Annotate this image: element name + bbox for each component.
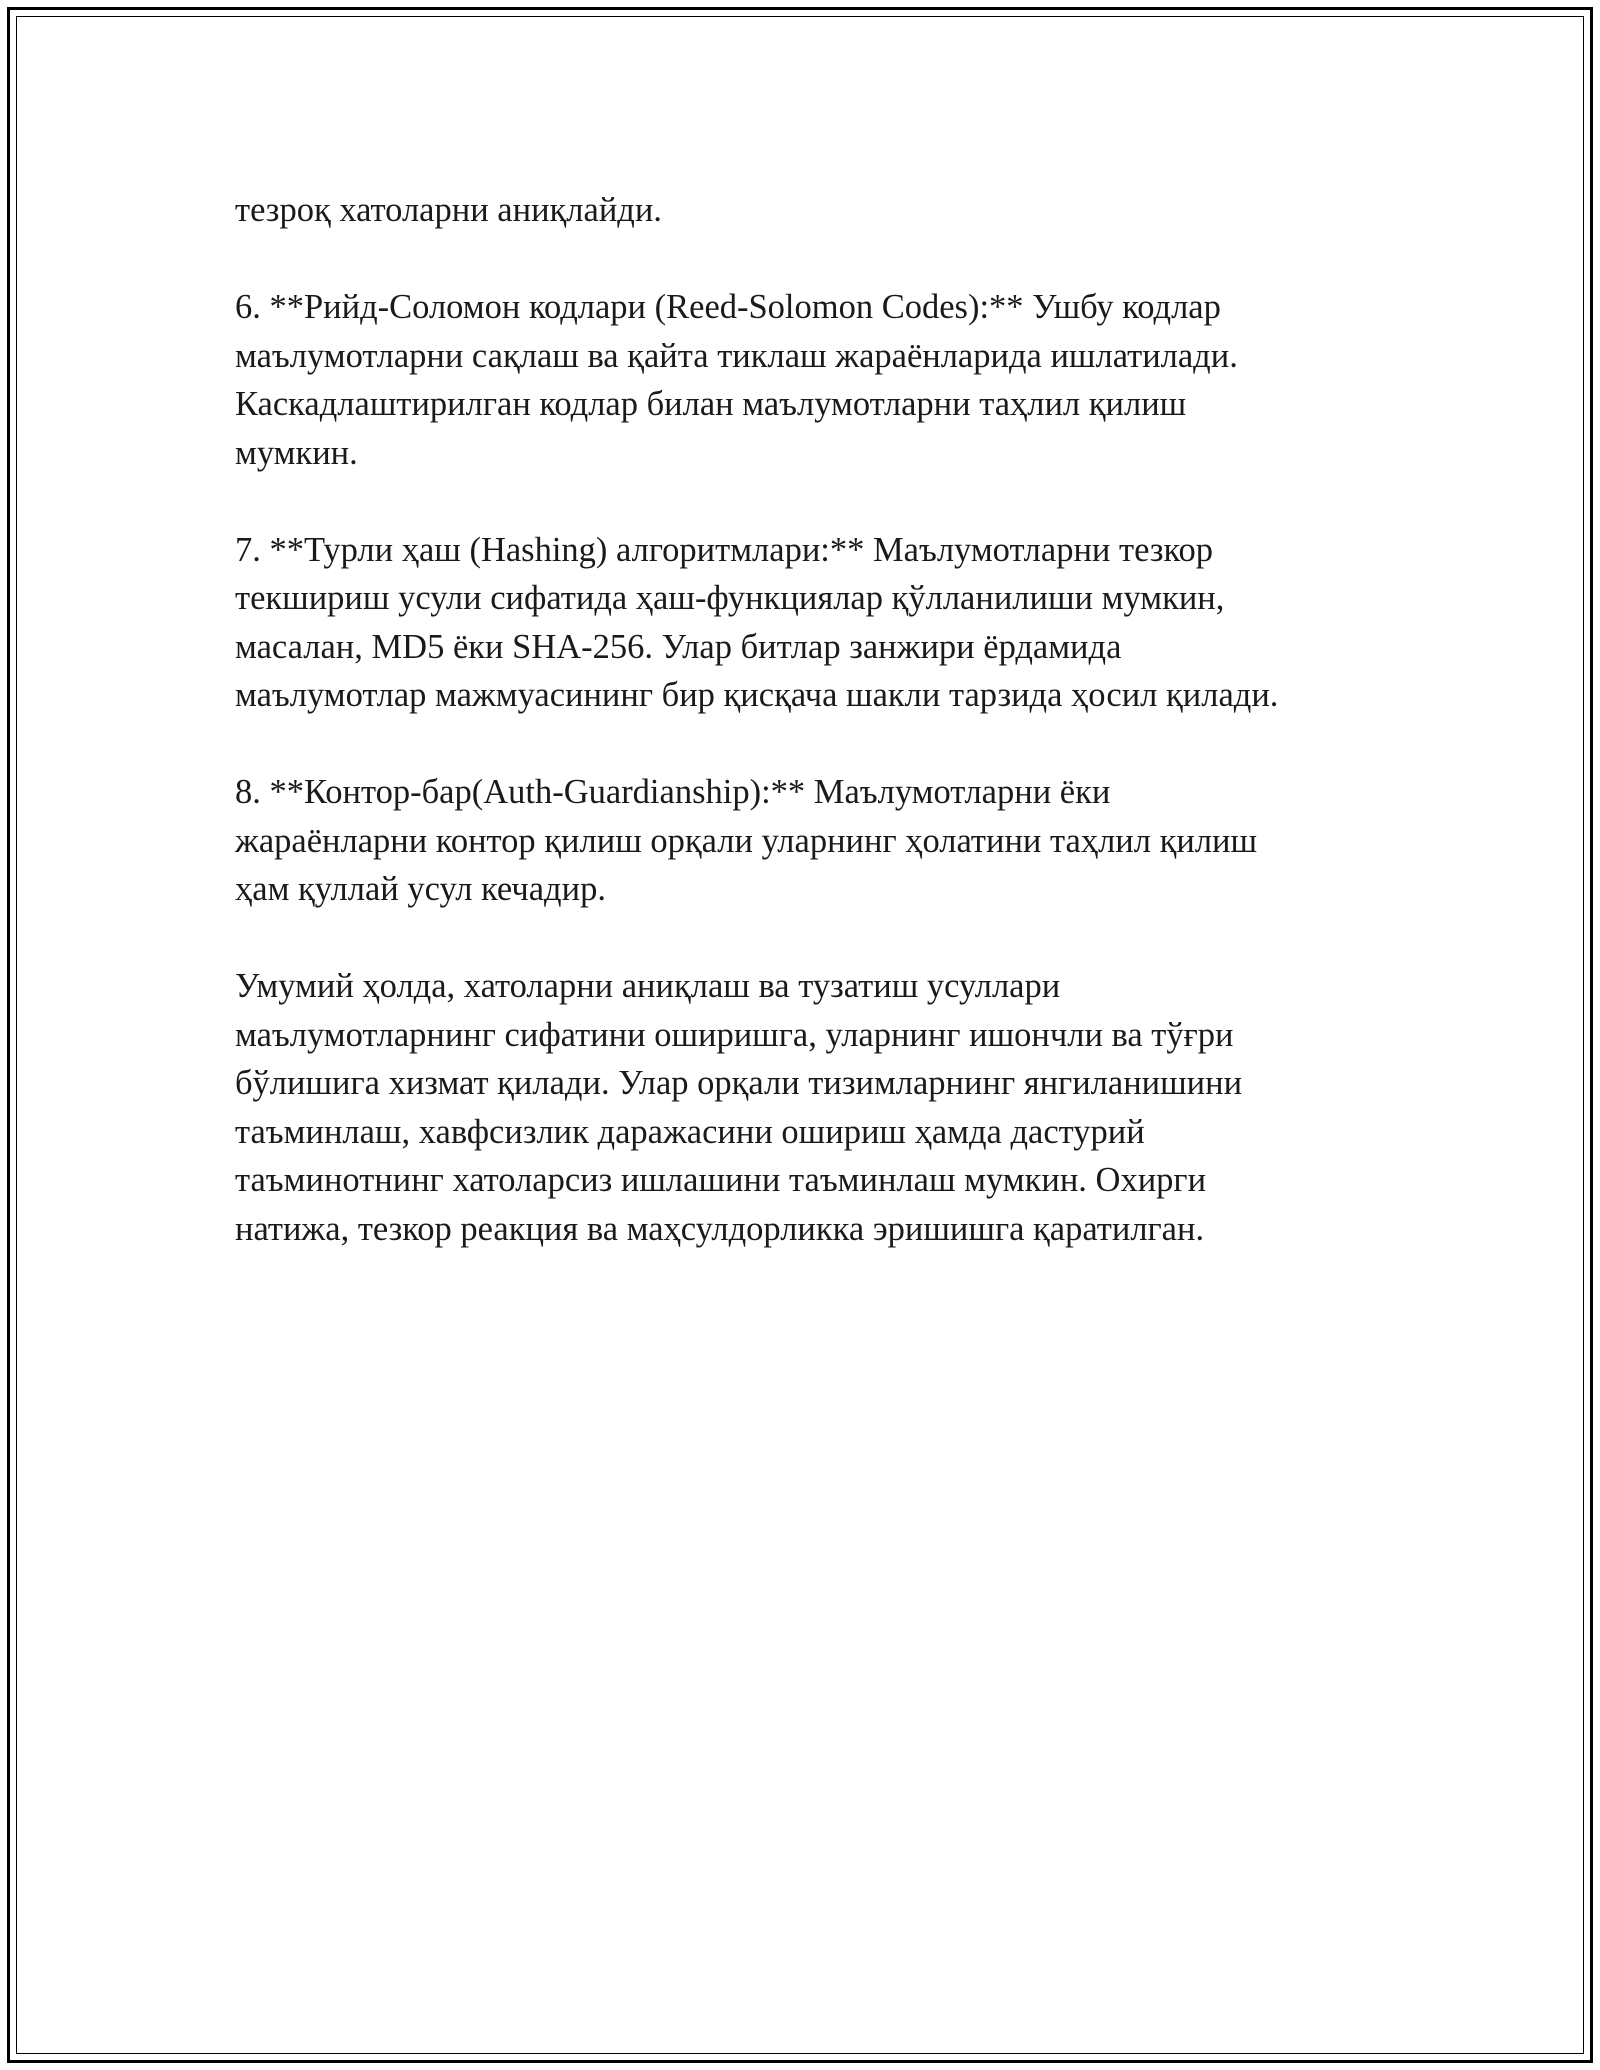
text-line: 8. **Контор-бар(Auth-Guardianship):** Маълумотларни ёки: [235, 773, 1111, 811]
text-line: жараёнларни контор қилиш орқали уларнинг ҳолатини таҳлил қилиш: [235, 821, 1258, 860]
text-line: натижа, тезкор реакция ва маҳсулдорликка эришишга қаратилган.: [235, 1209, 1205, 1248]
text-line: Каскадлаштирилган кодлар билан маълумотларни таҳлил қилиш: [235, 385, 1187, 423]
text-line: маълумотлар мажмуасининг бир қисқача шакли тарзида ҳосил қилади.: [235, 676, 1279, 714]
text-line: бўлишига хизмат қилади. Улар орқали тизимларнинг янгиланишини: [235, 1064, 1243, 1102]
text-line: мумкин.: [235, 433, 358, 472]
paragraph-conclusion: [235, 962, 1385, 1253]
text-line: Умумий ҳолда, хатоларни аниқлаш ва тузатиш усуллари: [235, 967, 1061, 1005]
text-line: маълумотларни сақлаш ва қайта тиклаш жараёнларида ишлатилади.: [235, 336, 1238, 375]
text-line: текшириш усули сифатида ҳаш-функциялар қўлланилиши мумкин,: [235, 579, 1225, 617]
paragraph-item-8: [235, 768, 1385, 914]
text-line: ҳам қуллай усул кечадир.: [235, 870, 606, 908]
text-line: таъминлаш, хавфсизлик даражасини ошириш ҳамда дастурий: [235, 1112, 1145, 1151]
text-line: масалан, MD5 ёки SHA-256. Улар битлар занжири ёрдамида: [235, 627, 1122, 666]
paragraph-item-6: [235, 283, 1385, 477]
text-line: тезроқ хатоларни аниқлайди.: [235, 191, 662, 229]
text-line: 6. **Рийд-Соломон кодлари (Reed-Solomon Codes):** Ушбу кодлар: [235, 288, 1221, 326]
document-body: [235, 186, 1385, 1302]
text-line: таъминотнинг хатоларсиз ишлашини таъминлаш мумкин. Охирги: [235, 1161, 1207, 1199]
text-line: маълумотларнинг сифатини оширишга, уларнинг ишончли ва тўғри: [235, 1015, 1234, 1054]
text-line: 7. **Турли ҳаш (Hashing) алгоритмлари:** Маълумотларни тезкор: [235, 530, 1213, 569]
paragraph-item-7: [235, 526, 1385, 720]
paragraph-continuation: [235, 186, 1385, 235]
